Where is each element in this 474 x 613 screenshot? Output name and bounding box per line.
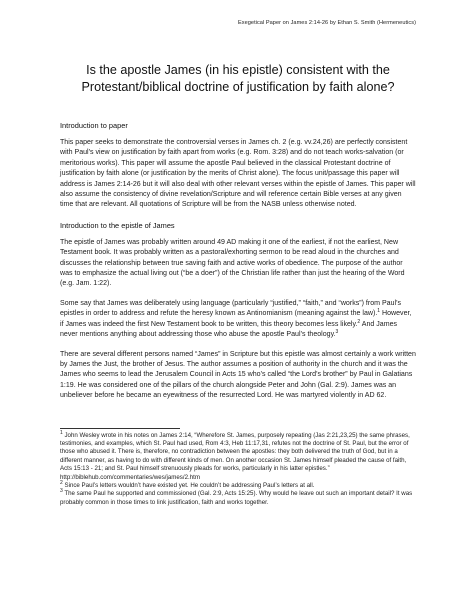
footnote-3-text: The same Paul he supported and commissioned (Gal. 2:9, Acts 15:25). Why would he leave out such an important detail? It was probably common in those times to link justification, faith and works together. [60,490,413,506]
footnote-ref-1[interactable]: 1 [377,308,381,315]
footnote-ref-3[interactable]: 3 [335,329,339,336]
footnote-1-text: John Wesley wrote in his notes on James 2:14, “Wherefore St. James, purposely repeating (Jas 2:21,23,25) the same phrases, testimonies, and examples, which St. Paul had used, Rom 4:3, Heb 11:17,31, refutes not the doctrine of St. Paul, but the error of those who abused it. There is, therefore, no contradiction between the apostles: they both delivered the truth of God, but in a different manner, as having to do with different kinds of men. On another occasion St. James himself pleaded the cause of faith, Acts 15:13 - 21; and St. Paul himself strenuously pleads for works, particularly in his latter epistles.” http://biblehub.com/commentaries/wes/james/2.htm [60,431,410,481]
section-heading-intro-paper: Introduction to paper [60,121,128,130]
paper-title: Is the apostle James (in his epistle) consistent with the Protestant/biblical doctrine of justification by faith alone? [81,63,395,94]
intro-paper-paragraph: This paper seeks to demonstrate the controversial verses in James ch. 2 (e.g. vv.24,26) are perfectly consistent with Paul’s view on justification by faith apart from works (e.g. Rom. 3:28) and do not teach works-salvation (or meritorious works). This paper will assume the apostle Paul believed in the classical Protestant doctrine of justification by faith alone (or justification by the merits of Christ alone). The focus unit/passage this paper will address is James 2:14-26 but it will also deal with other relevant verses within the epistle of James. This paper will also assume the consistency of divine revelation/Scripture and will reference certain Bible verses at any given time that are relevant. All quotations of Scripture will be from the NASB unless otherwise noted. [60,139,416,209]
running-header: Exegetical Paper on James 2:14-26 by Ethan S. Smith (Hermeneutics) [237,20,416,26]
footnote-2-text: Since Paul’s letters wouldn’t have existed yet. He couldn’t be addressing Paul’s letters at all. [62,481,315,489]
epistle-paragraph-2 [60,299,416,341]
footnote-1-number: 1 [60,429,63,436]
epistle-paragraph-2-part-c: And James never mentions anything about addressing those who abuse the apostle Paul’s theology. [60,320,398,339]
footnote-3 [60,490,416,507]
footnote-1 [60,429,416,482]
section-heading-intro-epistle: Introduction to the epistle of James [60,220,175,230]
footnote-3-number: 3 [60,488,63,495]
footnote-ref-2[interactable]: 2 [357,318,361,325]
epistle-paragraph-2-part-a: Some say that James was deliberately using language (particularly “justified,” “faith,” and “works”) from Paul’s epistles in order to address and refute the heresy known as Antinomianism (meaning against the law). [60,299,402,318]
epistle-paragraph-3: There are several different persons named “James” in Scripture but this epistle was almost certainly a work written by James the Just, the brother of Jesus. The author assumes a position of authority in the church and it was the James who seems to lead the Jerusalem Council in Acts 15 who’s called “the Lord’s brother” by Paul in Galatians 1:19. He was considered one of the pillars of the church alongside Peter and John (Gal. 2:9). James was an unbeliever before he became an eyewitness of the resurrected Lord. He was martyred violently in AD 62. [60,350,416,400]
epistle-paragraph-2-part-b: However, if James was indeed the first New Testament book to be written, this theory becomes less likely. [60,310,412,328]
footnote-2-number: 2 [60,479,63,486]
epistle-paragraph-1: The epistle of James was probably written around 49 AD making it one of the earliest, if not the earliest, New Testament book. It was probably written as a pastoral/exhorting sermon to be read aloud in the churches and discusses the relationship between true saving faith and active works of obedience. The purpose of the author was to emphasize the actual living out (“be a doer”) of the Christian life rather than just the hearing of the Word (e.g. Jam. 1:22). [60,238,405,288]
footnote-divider [60,428,180,429]
